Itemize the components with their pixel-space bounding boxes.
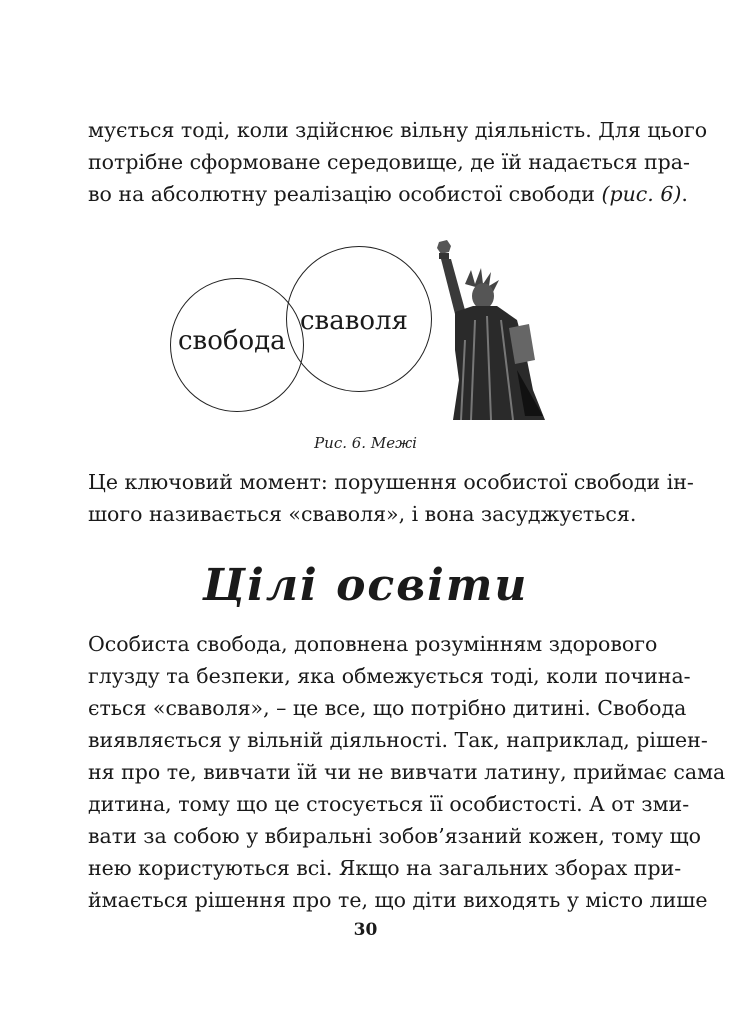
text-line: мується тоді, коли здійснює вільну діяльність. Для цього — [88, 118, 708, 142]
text-line-content: во на абсолютну реалізацію особистої свободи — [88, 182, 595, 206]
text-line: ється «сваволя», – це все, що потрібно дитині. Свобода — [88, 696, 687, 720]
figure-reference: (рис. 6) — [601, 182, 682, 206]
text-line: потрібне сформоване середовище, де їй надається пра- — [88, 150, 690, 174]
label-freedom: свобода — [178, 326, 286, 356]
text-line: глузду та безпеки, яка обмежується тоді, коли почина- — [88, 664, 691, 688]
text-line: виявляється у вільній діяльності. Так, наприклад, рішен- — [88, 728, 708, 752]
section-heading: Цілі освіти — [202, 560, 529, 611]
paragraph-intro — [88, 114, 708, 210]
sentence-end: . — [681, 182, 688, 206]
text-line — [88, 178, 688, 210]
statue-of-liberty-image — [425, 240, 560, 420]
text-line: нею користуються всі. Якщо на загальних зборах при- — [88, 856, 682, 880]
text-line: шого називається «сваволя», і вона засуджується. — [88, 502, 637, 526]
text-line: Це ключовий момент: порушення особистої свободи ін- — [88, 470, 694, 494]
label-arbitrariness: сваволя — [300, 306, 408, 336]
text-line: ня про те, вивчати їй чи не вивчати латину, приймає сама — [88, 760, 726, 784]
figure-boundaries — [0, 240, 731, 455]
paragraph-key-moment — [88, 466, 694, 530]
paragraph-personal-freedom — [88, 628, 726, 916]
figure-caption: Рис. 6. Межі — [314, 434, 417, 452]
text-line: дитина, тому що це стосується її особистості. А от зми- — [88, 792, 690, 816]
text-line: ймається рішення про те, що діти виходять у місто лише — [88, 888, 708, 912]
page-number: 30 — [353, 920, 378, 940]
text-line: вати за собою у вбиральні зобов’язаний кожен, тому що — [88, 824, 702, 848]
text-line: Особиста свобода, доповнена розумінням здорового — [88, 632, 658, 656]
